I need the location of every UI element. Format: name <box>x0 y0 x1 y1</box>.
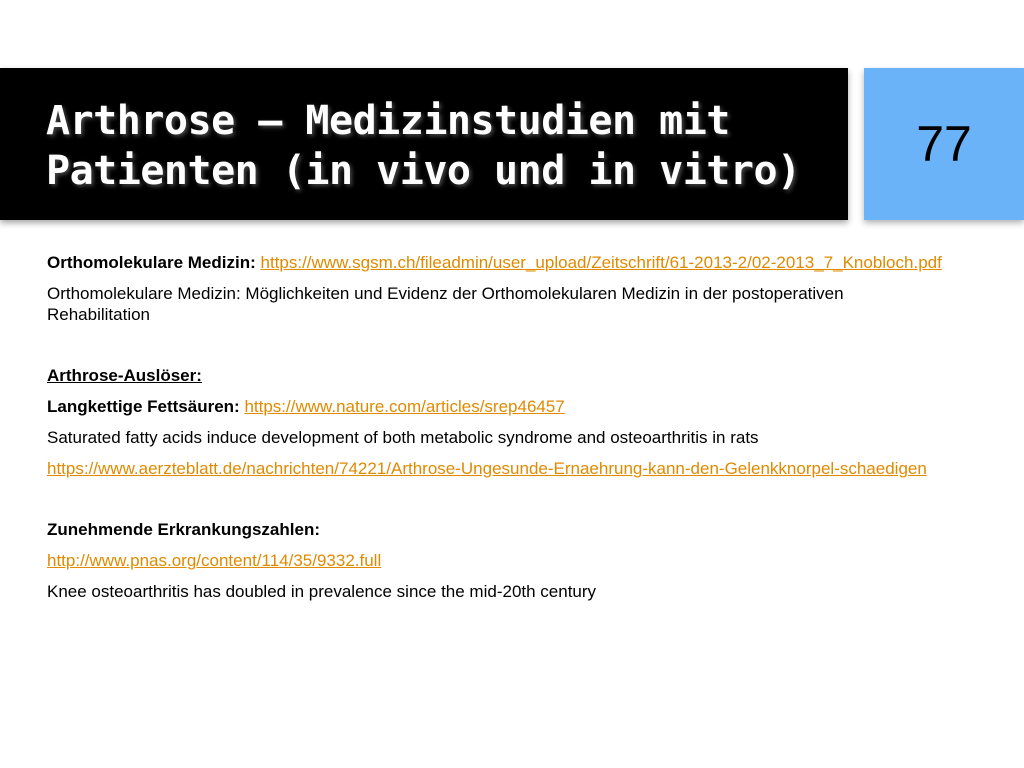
label-orthomolekulare: Orthomolekulare Medizin: <box>47 253 256 272</box>
label-fettsaeuren: Langkettige Fettsäuren: <box>47 397 240 416</box>
title-line-1: Arthrose – Medizinstudien mit <box>46 98 730 144</box>
paragraph-knee-osteoarthritis: Knee osteoarthritis has doubled in prevalence since the mid-20th century <box>47 582 597 601</box>
paragraph-orthomolekulare-link <box>47 252 947 273</box>
paragraph-orthomolekulare-description: Orthomolekulare Medizin: Möglichkeiten und Evidenz der Orthomolekularen Medizin in der postoperativen Rehabilitation <box>47 284 844 324</box>
link-sgsm[interactable]: https://www.sgsm.ch/fileadmin/user_upload/Zeitschrift/61-2013-2/02-2013_7_Knobloch.pdf <box>260 253 942 272</box>
slide-number: 77 <box>916 116 972 172</box>
paragraph-pnas-link <box>47 550 947 571</box>
heading-arthrose-ausloeser: Arthrose-Auslöser: <box>47 366 202 385</box>
spacer <box>47 335 947 365</box>
title-line-2: Patienten (in vivo und in vitro) <box>46 148 801 194</box>
link-pnas[interactable]: http://www.pnas.org/content/114/35/9332.full <box>47 551 382 570</box>
link-aerzteblatt[interactable]: https://www.aerzteblatt.de/nachrichten/74221/Arthrose-Ungesunde-Ernaehrung-kann-den-Gelenkknorpel-schaedigen <box>47 459 927 478</box>
heading-erkrankungszahlen: Zunehmende Erkrankungszahlen: <box>47 520 320 539</box>
slide-title <box>46 96 826 196</box>
paragraph-fettsaeuren-link <box>47 396 947 417</box>
paragraph-saturated-fatty-acids: Saturated fatty acids induce development of both metabolic syndrome and osteoarthritis in rats <box>47 428 759 447</box>
link-nature[interactable]: https://www.nature.com/articles/srep46457 <box>244 397 565 416</box>
slide-number-box <box>864 68 1024 220</box>
spacer <box>47 489 947 519</box>
paragraph-aerzteblatt-link <box>47 458 947 479</box>
slide-content <box>47 252 947 612</box>
